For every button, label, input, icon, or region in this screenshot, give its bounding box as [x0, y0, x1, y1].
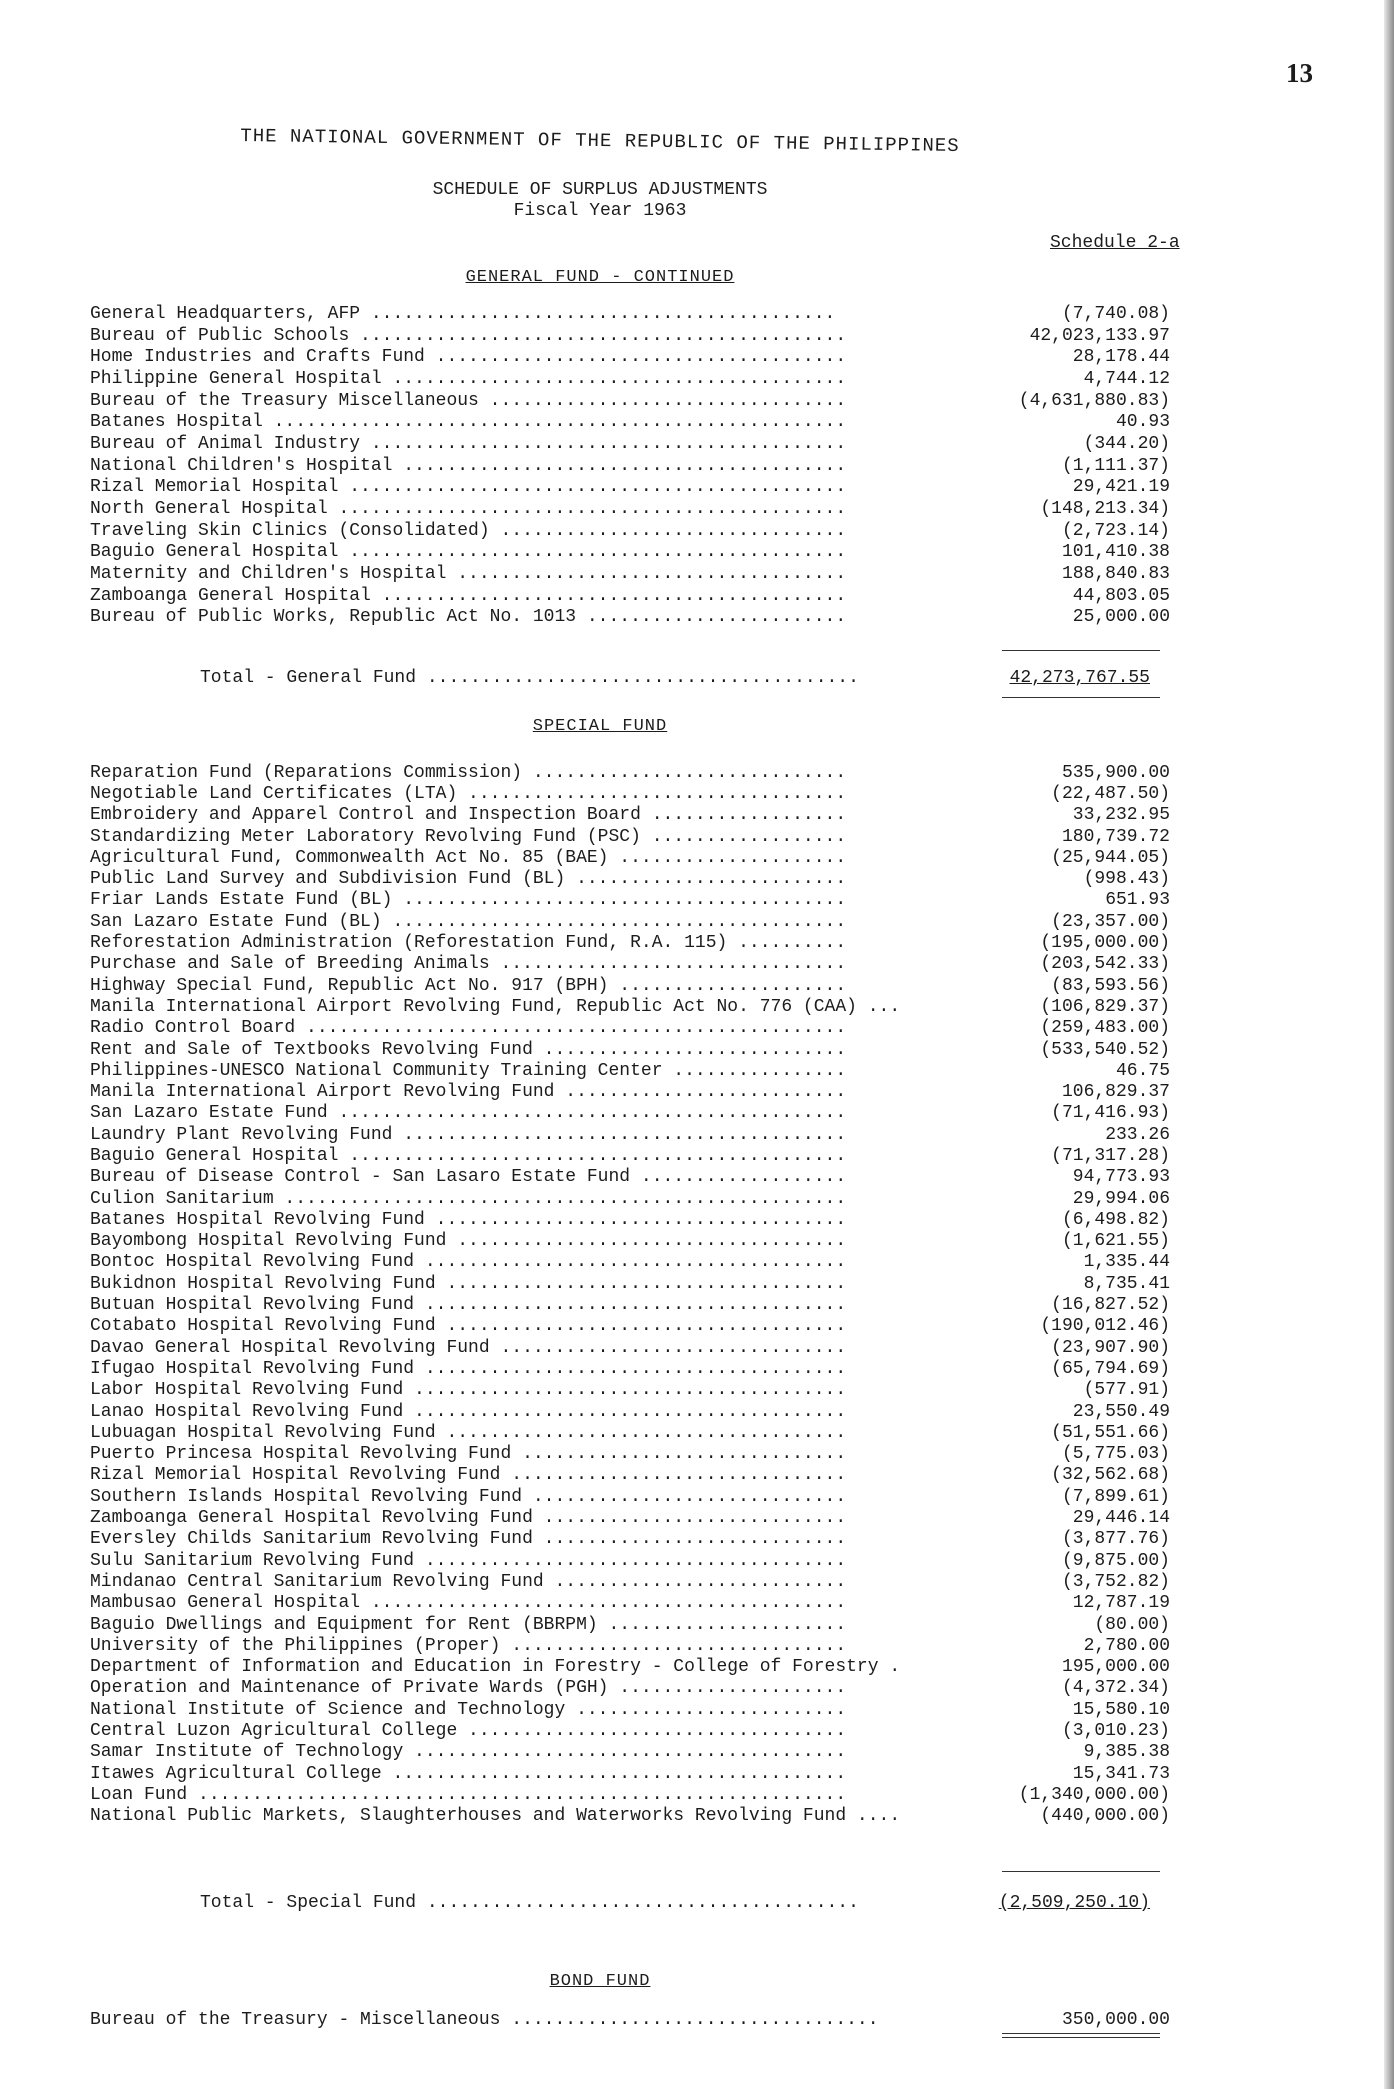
- row-amount: (80.00): [1094, 1614, 1170, 1635]
- table-row: [90, 411, 1170, 433]
- table-row: [90, 1060, 1170, 1081]
- row-amount: 25,000.00: [1072, 607, 1170, 628]
- row-label: San Lazaro Estate Fund (BL) ..........................................: [90, 911, 847, 932]
- row-amount: (1,340,000.00): [1018, 1784, 1170, 1805]
- table-row: [90, 1018, 1170, 1039]
- row-amount: 180,739.72: [1061, 826, 1170, 847]
- row-amount: 106,829.37: [1061, 1082, 1170, 1103]
- row-label: Zamboanga General Hospital Revolving Fund ............................: [90, 1508, 847, 1529]
- row-label: Maternity and Children's Hospital ....................................: [90, 564, 847, 585]
- row-amount: (3,877.76): [1061, 1529, 1170, 1550]
- row-label: Baguio General Hospital ..............................................: [90, 542, 847, 563]
- row-amount: 2,780.00: [1083, 1635, 1170, 1656]
- row-label: Cotabato Hospital Revolving Fund .....................................: [90, 1316, 847, 1337]
- general-fund-heading: GENERAL FUND - CONTINUED: [465, 268, 735, 287]
- table-row: [90, 911, 1170, 932]
- row-amount: 28,178.44: [1072, 347, 1170, 368]
- row-label: Mambusao General Hospital ............................................: [90, 1593, 847, 1614]
- row-amount: 9,385.38: [1083, 1742, 1170, 1763]
- row-amount: 94,773.93: [1072, 1167, 1170, 1188]
- row-label: Operation and Maintenance of Private Wards (PGH) .....................: [90, 1678, 847, 1699]
- row-amount: (203,542.33): [1040, 954, 1170, 975]
- table-row: [90, 1422, 1170, 1443]
- bond-fund-heading: BOND FUND: [549, 1972, 651, 1991]
- row-label: Friar Lands Estate Fund (BL) .........................................: [90, 890, 847, 911]
- table-row: [90, 1614, 1170, 1635]
- row-amount: (195,000.00): [1040, 933, 1170, 954]
- row-amount: 101,410.38: [1061, 542, 1170, 563]
- subtotal-rule: [1002, 1871, 1160, 1872]
- table-row: [90, 1635, 1170, 1656]
- row-amount: (344.20): [1083, 433, 1170, 454]
- table-row: [90, 1231, 1170, 1252]
- row-label: Central Luzon Agricultural College ...................................: [90, 1721, 847, 1741]
- table-row: [90, 1678, 1170, 1699]
- row-label: National Children's Hospital .........................................: [90, 455, 847, 476]
- row-label: Zamboanga General Hospital ...........................................: [90, 585, 847, 606]
- table-row: [90, 1273, 1170, 1294]
- row-label: Samar Institute of Technology ........................................: [90, 1742, 847, 1763]
- table-row: [90, 783, 1170, 804]
- table-row: [90, 455, 1170, 477]
- table-row: [90, 954, 1170, 975]
- row-amount: 535,900.00: [1061, 762, 1170, 783]
- table-row: [90, 390, 1170, 412]
- row-amount: 651.93: [1105, 890, 1170, 911]
- table-row: [90, 542, 1170, 564]
- table-row: [90, 762, 1170, 783]
- table-row: [90, 2010, 1170, 2030]
- double-rule: [1002, 2037, 1160, 2038]
- row-label: Reforestation Administration (Reforestation Fund, R.A. 115) ..........: [90, 933, 847, 954]
- general-fund-table: [90, 303, 1170, 628]
- row-label: Bontoc Hospital Revolving Fund .......................................: [90, 1252, 847, 1273]
- table-row: [90, 1337, 1170, 1358]
- table-row: [90, 1806, 1170, 1827]
- total-label: Total - General Fund ........................................: [200, 668, 859, 688]
- row-label: University of the Philippines (Proper) ...............................: [90, 1635, 847, 1656]
- row-amount: (5,775.03): [1061, 1444, 1170, 1465]
- row-label: Embroidery and Apparel Control and Inspection Board ..................: [90, 805, 847, 826]
- table-row: [90, 477, 1170, 499]
- row-amount: (25,944.05): [1051, 847, 1170, 868]
- row-amount: (998.43): [1083, 869, 1170, 890]
- row-amount: (190,012.46): [1040, 1316, 1170, 1337]
- table-row: [90, 1145, 1170, 1166]
- row-amount: (2,723.14): [1061, 520, 1170, 541]
- row-label: Bureau of Public Schools .............................................: [90, 325, 847, 346]
- table-row: [90, 826, 1170, 847]
- row-amount: (440,000.00): [1040, 1806, 1170, 1827]
- table-row: [90, 1124, 1170, 1145]
- row-label: North General Hospital ...............................................: [90, 499, 847, 520]
- row-amount: 233.26: [1105, 1124, 1170, 1145]
- row-amount: 29,446.14: [1072, 1508, 1170, 1529]
- page-number: 13: [1286, 58, 1313, 88]
- row-amount: (51,551.66): [1051, 1422, 1170, 1443]
- table-row: [90, 325, 1170, 347]
- row-amount: 23,550.49: [1072, 1401, 1170, 1422]
- table-row: [90, 1252, 1170, 1273]
- row-label: Itawes Agricultural College ..........................................: [90, 1763, 847, 1784]
- row-amount: (106,829.37): [1040, 996, 1170, 1017]
- table-row: [90, 1571, 1170, 1592]
- special-fund-table: [90, 762, 1170, 1827]
- row-amount: 350,000.00: [1061, 2010, 1170, 2030]
- row-label: Davao General Hospital Revolving Fund ................................: [90, 1337, 847, 1358]
- table-row: [90, 1593, 1170, 1614]
- table-row: [90, 1401, 1170, 1422]
- table-row: [90, 607, 1170, 629]
- row-label: Laundry Plant Revolving Fund .........................................: [90, 1124, 847, 1145]
- row-label: Sulu Sanitarium Revolving Fund .......................................: [90, 1550, 847, 1571]
- row-label: Radio Control Board ..................................................: [90, 1018, 847, 1039]
- row-label: Baguio General Hospital ..............................................: [90, 1145, 847, 1166]
- table-row: [90, 805, 1170, 826]
- row-label: Bureau of Disease Control - San Lasaro Estate Fund ...................: [90, 1167, 847, 1188]
- table-row: [90, 1039, 1170, 1060]
- table-row: [90, 975, 1170, 996]
- row-amount: (9,875.00): [1061, 1550, 1170, 1571]
- row-label: Labor Hospital Revolving Fund ........................................: [90, 1380, 847, 1401]
- row-amount: (3,752.82): [1061, 1571, 1170, 1592]
- table-row: [90, 868, 1170, 889]
- row-amount: 12,787.19: [1072, 1593, 1170, 1614]
- row-label: Traveling Skin Clinics (Consolidated) ................................: [90, 520, 847, 541]
- row-label: Batanes Hospital .....................................................: [90, 412, 847, 433]
- row-label: Department of Information and Education in Forestry - College of Forestry .: [90, 1657, 901, 1678]
- row-label: Lubuagan Hospital Revolving Fund .....................................: [90, 1422, 847, 1443]
- table-row: [90, 1742, 1170, 1763]
- subtotal-rule: [1002, 650, 1160, 651]
- row-amount: 29,994.06: [1072, 1188, 1170, 1209]
- row-amount: (7,899.61): [1061, 1486, 1170, 1507]
- row-amount: (71,317.28): [1051, 1145, 1170, 1166]
- row-amount: (16,827.52): [1051, 1295, 1170, 1316]
- row-label: Agricultural Fund, Commonwealth Act No. 85 (BAE) .....................: [90, 847, 847, 868]
- row-label: Purchase and Sale of Breeding Animals ................................: [90, 954, 847, 975]
- row-amount: 42,023,133.97: [1029, 325, 1170, 346]
- row-label: Negotiable Land Certificates (LTA) ...................................: [90, 783, 847, 804]
- table-row: [90, 1167, 1170, 1188]
- row-label: Butuan Hospital Revolving Fund .......................................: [90, 1295, 847, 1316]
- row-label: San Lazaro Estate Fund ...............................................: [90, 1103, 847, 1124]
- document-subtitle: SCHEDULE OF SURPLUS ADJUSTMENTS: [432, 180, 768, 200]
- row-amount: 15,580.10: [1072, 1699, 1170, 1720]
- row-amount: (65,794.69): [1051, 1358, 1170, 1379]
- special-fund-total: [200, 1893, 1150, 1913]
- row-label: Reparation Fund (Reparations Commission) .............................: [90, 762, 847, 783]
- row-label: Highway Special Fund, Republic Act No. 917 (BPH) .....................: [90, 975, 847, 996]
- total-label: Total - Special Fund ........................................: [200, 1893, 859, 1913]
- row-amount: 29,421.19: [1072, 477, 1170, 498]
- table-row: [90, 847, 1170, 868]
- row-amount: (4,372.34): [1061, 1678, 1170, 1699]
- table-row: [90, 1656, 1170, 1677]
- table-row: [90, 1720, 1170, 1741]
- row-label: Eversley Childs Sanitarium Revolving Fund ............................: [90, 1529, 847, 1550]
- bond-fund-table: [90, 2010, 1170, 2030]
- row-label: National Institute of Science and Technology .........................: [90, 1699, 847, 1720]
- row-amount: 8,735.41: [1083, 1273, 1170, 1294]
- row-amount: (1,621.55): [1061, 1231, 1170, 1252]
- schedule-label: Schedule 2-a: [1050, 233, 1180, 253]
- table-row: [90, 1188, 1170, 1209]
- row-amount: (259,483.00): [1040, 1018, 1170, 1039]
- row-label: Home Industries and Crafts Fund ......................................: [90, 347, 847, 368]
- table-row: [90, 1081, 1170, 1102]
- table-row: [90, 1316, 1170, 1337]
- row-amount: (71,416.93): [1051, 1103, 1170, 1124]
- row-amount: 4,744.12: [1083, 368, 1170, 389]
- table-row: [90, 433, 1170, 455]
- row-amount: 40.93: [1115, 412, 1170, 433]
- table-row: [90, 1784, 1170, 1805]
- table-row: [90, 303, 1170, 325]
- row-label: Batanes Hospital Revolving Fund ......................................: [90, 1209, 847, 1230]
- row-amount: (577.91): [1083, 1380, 1170, 1401]
- table-row: [90, 1209, 1170, 1230]
- total-rule: [1002, 2033, 1160, 2034]
- row-label: Philippines-UNESCO National Community Training Center ................: [90, 1060, 847, 1081]
- table-row: [90, 1358, 1170, 1379]
- table-row: [90, 1699, 1170, 1720]
- row-amount: 33,232.95: [1072, 805, 1170, 826]
- total-rule: [1002, 697, 1160, 698]
- table-row: [90, 498, 1170, 520]
- row-amount: 195,000.00: [1061, 1657, 1170, 1678]
- row-label: Bureau of Animal Industry ............................................: [90, 433, 847, 454]
- table-row: [90, 996, 1170, 1017]
- row-label: Philippine General Hospital ..........................................: [90, 368, 847, 389]
- row-label: Southern Islands Hospital Revolving Fund .............................: [90, 1486, 847, 1507]
- total-amount: 42,273,767.55: [1009, 668, 1150, 688]
- table-row: [90, 346, 1170, 368]
- total-amount: (2,509,250.10): [998, 1893, 1150, 1913]
- row-label: Bureau of the Treasury - Miscellaneous ..................................: [90, 2010, 879, 2030]
- row-amount: (1,111.37): [1061, 455, 1170, 476]
- table-row: [90, 1103, 1170, 1124]
- table-row: [90, 1507, 1170, 1528]
- table-row: [90, 1763, 1170, 1784]
- row-label: Standardizing Meter Laboratory Revolving Fund (PSC) ..................: [90, 826, 847, 847]
- table-row: [90, 932, 1170, 953]
- row-label: Public Land Survey and Subdivision Fund (BL) .........................: [90, 869, 847, 890]
- row-amount: (22,487.50): [1051, 783, 1170, 804]
- row-label: National Public Markets, Slaughterhouses and Waterworks Revolving Fund ....: [90, 1806, 901, 1827]
- page-edge: [1384, 0, 1394, 2089]
- row-label: Manila International Airport Revolving Fund ..........................: [90, 1082, 847, 1103]
- row-amount: 44,803.05: [1072, 585, 1170, 606]
- row-amount: (32,562.68): [1051, 1465, 1170, 1486]
- table-row: [90, 520, 1170, 542]
- row-amount: 188,840.83: [1061, 564, 1170, 585]
- row-amount: (3,010.23): [1061, 1721, 1170, 1741]
- row-amount: (533,540.52): [1040, 1039, 1170, 1060]
- row-label: Bukidnon Hospital Revolving Fund .....................................: [90, 1273, 847, 1294]
- row-label: Manila International Airport Revolving Fund, Republic Act No. 776 (CAA) ...: [90, 996, 901, 1017]
- row-amount: (148,213.34): [1040, 499, 1170, 520]
- row-label: General Headquarters, AFP ...........................................: [90, 303, 836, 324]
- table-row: [90, 1486, 1170, 1507]
- general-fund-total: [200, 668, 1150, 688]
- table-row: [90, 1529, 1170, 1550]
- row-amount: (6,498.82): [1061, 1209, 1170, 1230]
- row-amount: (7,740.08): [1061, 303, 1170, 324]
- table-row: [90, 563, 1170, 585]
- row-label: Lanao Hospital Revolving Fund ........................................: [90, 1401, 847, 1422]
- row-label: Bureau of Public Works, Republic Act No. 1013 ........................: [90, 607, 847, 628]
- row-label: Rizal Memorial Hospital ..............................................: [90, 477, 847, 498]
- row-label: Puerto Princesa Hospital Revolving Fund ..............................: [90, 1444, 847, 1465]
- table-row: [90, 890, 1170, 911]
- table-row: [90, 1380, 1170, 1401]
- table-row: [90, 368, 1170, 390]
- table-row: [90, 1465, 1170, 1486]
- row-amount: 46.75: [1115, 1060, 1170, 1081]
- row-amount: 1,335.44: [1083, 1252, 1170, 1273]
- row-amount: 15,341.73: [1072, 1763, 1170, 1784]
- row-label: Rent and Sale of Textbooks Revolving Fund ............................: [90, 1039, 847, 1060]
- row-amount: (4,631,880.83): [1018, 390, 1170, 411]
- row-label: Bureau of the Treasury Miscellaneous .................................: [90, 390, 847, 411]
- row-label: Rizal Memorial Hospital Revolving Fund ...............................: [90, 1465, 847, 1486]
- row-label: Culion Sanitarium ....................................................: [90, 1188, 847, 1209]
- table-row: [90, 1444, 1170, 1465]
- fiscal-year: Fiscal Year 1963: [513, 201, 687, 221]
- row-label: Ifugao Hospital Revolving Fund .......................................: [90, 1358, 847, 1379]
- table-row: [90, 585, 1170, 607]
- special-fund-heading: SPECIAL FUND: [532, 717, 668, 736]
- row-label: Mindanao Central Sanitarium Revolving Fund ...........................: [90, 1571, 847, 1592]
- row-label: Loan Fund ............................................................: [90, 1784, 847, 1805]
- row-label: Baguio Dwellings and Equipment for Rent (BBRPM) ......................: [90, 1614, 847, 1635]
- table-row: [90, 1550, 1170, 1571]
- row-label: Bayombong Hospital Revolving Fund ....................................: [90, 1231, 847, 1252]
- document-title: THE NATIONAL GOVERNMENT OF THE REPUBLIC OF THE PHILIPPINES: [240, 124, 960, 158]
- table-row: [90, 1294, 1170, 1315]
- row-amount: (23,907.90): [1051, 1337, 1170, 1358]
- row-amount: (83,593.56): [1051, 975, 1170, 996]
- row-amount: (23,357.00): [1051, 911, 1170, 932]
